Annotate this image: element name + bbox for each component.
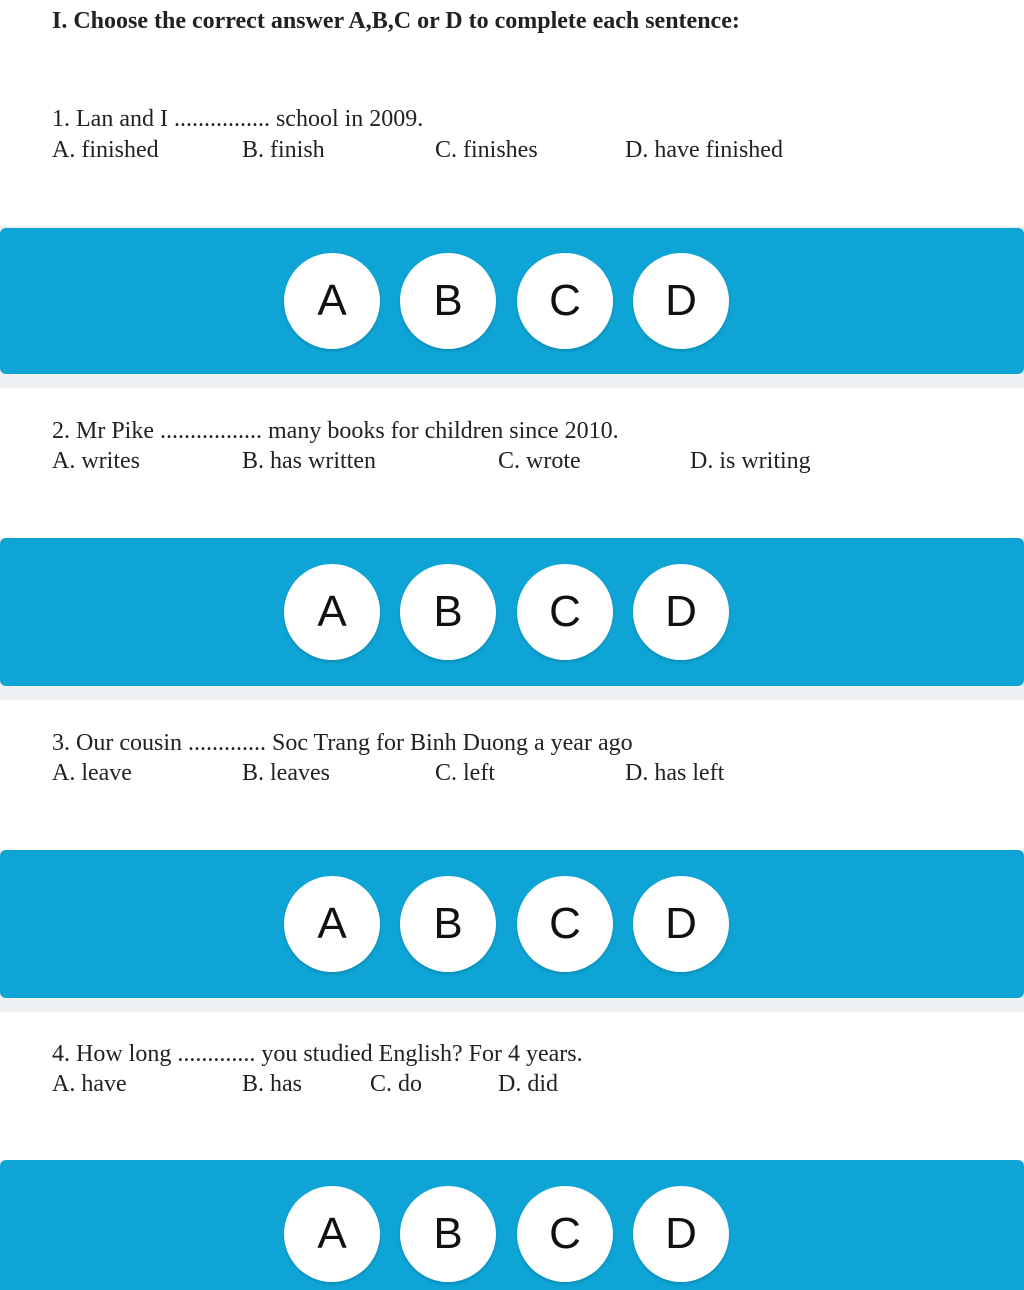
- answer-d-button[interactable]: D: [633, 564, 729, 660]
- question-card-4: [0, 1012, 1024, 1160]
- answer-b-button[interactable]: B: [400, 564, 496, 660]
- option-b-text: B. has: [242, 1071, 302, 1097]
- option-c-text: C. do: [370, 1071, 423, 1097]
- question-card-2: [0, 388, 1024, 538]
- option-b-text: B. finish: [242, 137, 325, 163]
- option-c-text: C. left: [435, 760, 495, 786]
- answer-a-button[interactable]: A: [284, 876, 380, 972]
- answer-d-button[interactable]: D: [633, 253, 729, 349]
- option-c-text: C. wrote: [498, 448, 581, 474]
- option-d-text: D. have finished: [625, 137, 783, 163]
- answer-d-button[interactable]: D: [633, 1186, 729, 1282]
- question-stem: 3. Our cousin ............. Soc Trang for Binh Duong a year ago: [52, 730, 633, 756]
- option-a-text: A. writes: [52, 448, 140, 474]
- answer-band-1: [0, 228, 1024, 374]
- option-b-text: B. leaves: [242, 760, 330, 786]
- answer-band-2: [0, 538, 1024, 686]
- question-card-1: [0, 0, 1024, 226]
- option-d-text: D. is writing: [690, 448, 811, 474]
- answer-band-4: [0, 1160, 1024, 1290]
- answer-b-button[interactable]: B: [400, 876, 496, 972]
- instructions-heading: I. Choose the correct answer A,B,C or D to complete each sentence:: [52, 8, 740, 34]
- question-stem: 2. Mr Pike ................. many books for children since 2010.: [52, 418, 619, 444]
- option-a-text: A. leave: [52, 760, 132, 786]
- answer-band-3: [0, 850, 1024, 998]
- question-card-3: [0, 700, 1024, 850]
- option-b-text: B. has written: [242, 448, 376, 474]
- option-d-text: D. has left: [625, 760, 725, 786]
- option-a-text: A. have: [52, 1071, 127, 1097]
- answer-b-button[interactable]: B: [400, 253, 496, 349]
- answer-b-button[interactable]: B: [400, 1186, 496, 1282]
- answer-a-button[interactable]: A: [284, 1186, 380, 1282]
- answer-c-button[interactable]: C: [517, 876, 613, 972]
- answer-a-button[interactable]: A: [284, 564, 380, 660]
- option-c-text: C. finishes: [435, 137, 538, 163]
- option-a-text: A. finished: [52, 137, 159, 163]
- answer-c-button[interactable]: C: [517, 1186, 613, 1282]
- option-d-text: D. did: [498, 1071, 558, 1097]
- answer-c-button[interactable]: C: [517, 564, 613, 660]
- answer-a-button[interactable]: A: [284, 253, 380, 349]
- answer-d-button[interactable]: D: [633, 876, 729, 972]
- question-stem: 1. Lan and I ................ school in 2009.: [52, 106, 424, 132]
- answer-c-button[interactable]: C: [517, 253, 613, 349]
- question-stem: 4. How long ............. you studied English? For 4 years.: [52, 1041, 583, 1067]
